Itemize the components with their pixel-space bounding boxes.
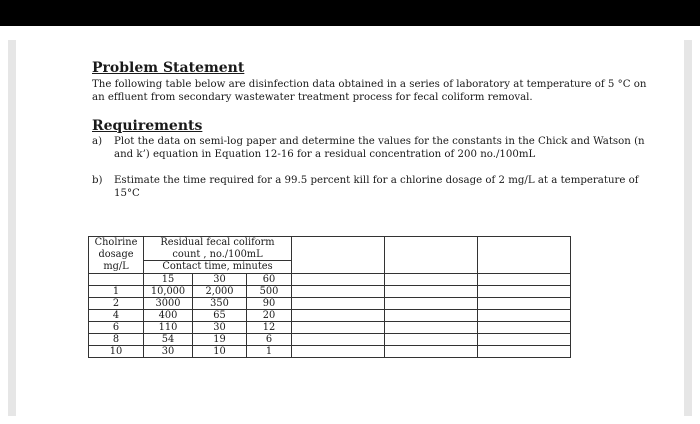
count-cell: 2,000 (193, 286, 247, 298)
blank-cell (292, 346, 385, 358)
requirement-b-marker: b) (92, 175, 103, 186)
dosage-cell (89, 274, 144, 286)
requirements-heading: Requirements (92, 118, 203, 134)
contact-time-header: Contact time, minutes (144, 261, 292, 274)
table-row (89, 310, 571, 322)
blank-cell (385, 334, 478, 346)
problem-statement-text: The following table below are disinfection data obtained in a series of laboratory at temperature of 5 °C on an effluent from secondary wastewater treatment process for fecal coliform removal. (92, 79, 647, 103)
blank-cell (478, 298, 571, 310)
time-header-cell: 60 (247, 274, 292, 286)
blank-cell (385, 346, 478, 358)
blank-cell (478, 322, 571, 334)
count-cell: 10 (193, 346, 247, 358)
blank-cell (385, 286, 478, 298)
blank-cell (478, 237, 571, 274)
blank-cell (385, 322, 478, 334)
count-cell: 6 (247, 334, 292, 346)
blank-cell (385, 274, 478, 286)
dosage-cell: 4 (89, 310, 144, 322)
blank-cell (385, 310, 478, 322)
count-cell: 90 (247, 298, 292, 310)
requirement-a (92, 135, 652, 161)
blank-cell (292, 334, 385, 346)
page-edge-right (684, 40, 692, 416)
count-cell: 12 (247, 322, 292, 334)
dosage-cell: 6 (89, 322, 144, 334)
table-row (89, 298, 571, 310)
chlorine-dosage-header: Cholrine dosage mg/L (89, 237, 144, 274)
count-cell: 350 (193, 298, 247, 310)
blank-cell (292, 322, 385, 334)
blank-cell (292, 298, 385, 310)
table-row (89, 322, 571, 334)
table-row (89, 334, 571, 346)
blank-cell (385, 298, 478, 310)
top-bar (0, 0, 700, 26)
count-cell: 19 (193, 334, 247, 346)
blank-cell (292, 274, 385, 286)
time-header-cell: 15 (144, 274, 193, 286)
problem-statement-heading: Problem Statement (92, 60, 245, 76)
dosage-cell: 10 (89, 346, 144, 358)
requirement-a-marker: a) (92, 136, 103, 147)
count-cell: 54 (144, 334, 193, 346)
dosage-cell: 1 (89, 286, 144, 298)
count-cell: 30 (144, 346, 193, 358)
blank-cell (292, 237, 385, 274)
requirement-a-text: Plot the data on semi-log paper and determine the values for the constants in the Chick and Watson (n and k’) equation in Equation 12-16 for a residual concentration of 200 no./100mL (114, 136, 645, 160)
blank-cell (478, 346, 571, 358)
count-cell: 3000 (144, 298, 193, 310)
dosage-cell: 8 (89, 334, 144, 346)
count-cell: 20 (247, 310, 292, 322)
count-cell: 500 (247, 286, 292, 298)
count-cell: 110 (144, 322, 193, 334)
time-header-cell: 30 (193, 274, 247, 286)
count-cell: 30 (193, 322, 247, 334)
count-cell: 400 (144, 310, 193, 322)
table-row (89, 286, 571, 298)
dosage-cell: 2 (89, 298, 144, 310)
document-body (92, 60, 652, 200)
requirement-b-text: Estimate the time required for a 99.5 percent kill for a chlorine dosage of 2 mg/L at a temperature of 15°C (114, 175, 639, 199)
blank-cell (478, 310, 571, 322)
table-row (89, 346, 571, 358)
count-cell: 1 (247, 346, 292, 358)
blank-cell (478, 274, 571, 286)
blank-cell (478, 286, 571, 298)
blank-cell (292, 286, 385, 298)
blank-cell (292, 310, 385, 322)
disinfection-data-table (88, 236, 571, 358)
blank-cell (385, 237, 478, 274)
count-cell: 10,000 (144, 286, 193, 298)
blank-cell (478, 334, 571, 346)
page-edge-left (8, 40, 16, 416)
count-cell: 65 (193, 310, 247, 322)
residual-header-line1: Residual fecal coliform (144, 237, 292, 249)
requirement-b (92, 174, 652, 200)
residual-header-line2: count , no./100mL (144, 249, 292, 261)
